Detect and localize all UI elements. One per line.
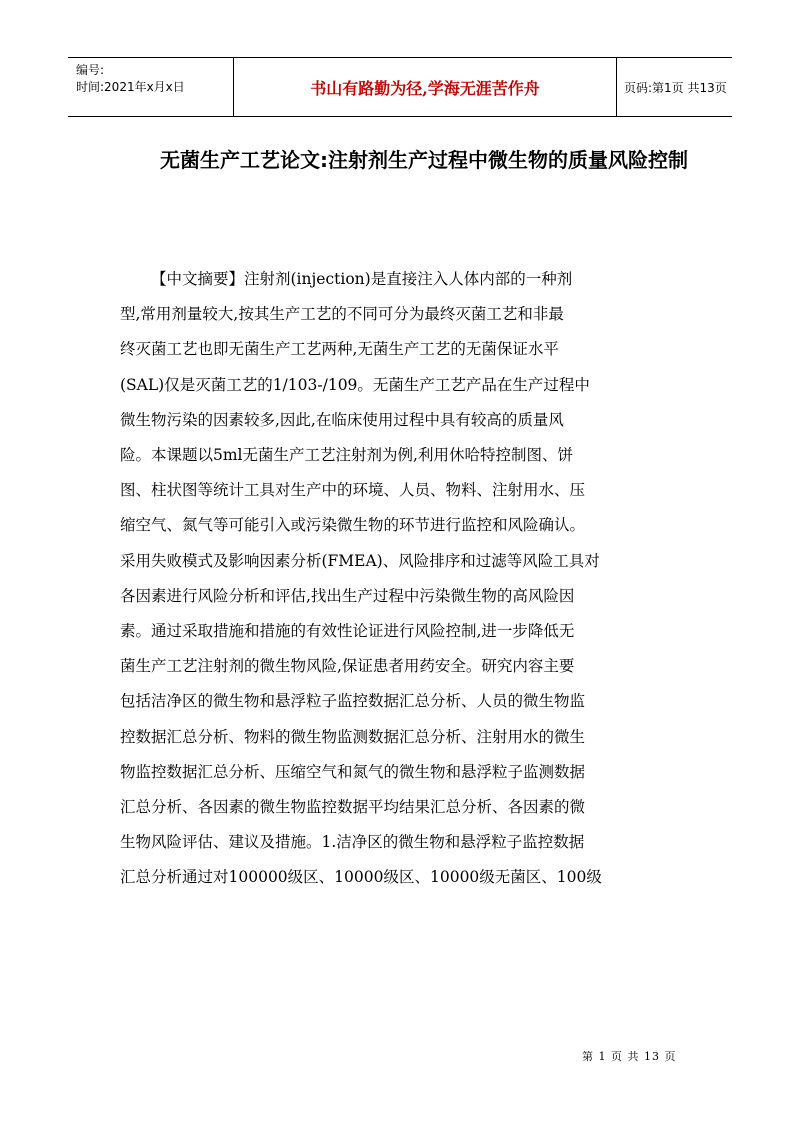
document-title: 无菌生产工艺论文:注射剂生产过程中微生物的质量风险控制 bbox=[160, 148, 688, 172]
abstract-line: 菌生产工艺注射剂的微生物风险,保证患者用药安全。研究内容主要 bbox=[120, 657, 575, 676]
abstract-line: 图、柱状图等统计工具对生产中的环境、人员、物料、注射用水、压 bbox=[120, 481, 586, 500]
abstract-line: 物监控数据汇总分析、压缩空气和氮气的微生物和悬浮粒子监测数据 bbox=[120, 762, 586, 781]
abstract-line: 生物风险评估、建议及措施。1.洁净区的微生物和悬浮粒子监控数据 bbox=[120, 833, 585, 852]
abstract-line: 型,常用剂量较大,按其生产工艺的不同可分为最终灭菌工艺和非最 bbox=[120, 305, 564, 324]
abstract-line: (SAL)仅是灭菌工艺的1/103-/109。无菌生产工艺产品在生产过程中 bbox=[120, 375, 590, 394]
abstract-line: 汇总分析通过对100000级区、10000级区、10000级无菌区、100级 bbox=[120, 868, 602, 887]
time-label: 时间:2021年x月x日 bbox=[76, 80, 185, 94]
abstract-line: 缩空气、氮气等可能引入或污染微生物的环节进行监控和风险确认。 bbox=[120, 516, 586, 535]
abstract-line: 控数据汇总分析、物料的微生物监测数据汇总分析、注射用水的微生 bbox=[120, 727, 586, 746]
number-label: 编号: bbox=[76, 63, 105, 77]
header-motto: 书山有路勤为径,学海无涯苦作舟 bbox=[234, 58, 617, 116]
page-header bbox=[68, 57, 732, 117]
abstract-line: 各因素进行风险分析和评估,找出生产过程中污染微生物的高风险因 bbox=[120, 586, 575, 605]
header-meta bbox=[68, 58, 234, 116]
abstract-line: 终灭菌工艺也即无菌生产工艺两种,无菌生产工艺的无菌保证水平 bbox=[120, 340, 559, 359]
abstract-line: 汇总分析、各因素的微生物监控数据平均结果汇总分析、各因素的微 bbox=[120, 798, 586, 817]
page-footer: 第 1 页 共 13 页 bbox=[582, 1050, 677, 1063]
abstract-line: 险。本课题以5ml无菌生产工艺注射剂为例,利用休哈特控制图、饼 bbox=[120, 446, 573, 465]
abstract-line: 【中文摘要】注射剂(injection)是直接注入人体内部的一种剂 bbox=[151, 270, 573, 288]
abstract-line: 包括洁净区的微生物和悬浮粒子监控数据汇总分析、人员的微生物监 bbox=[120, 692, 586, 711]
abstract-line: 素。通过采取措施和措施的有效性论证进行风险控制,进一步降低无 bbox=[120, 622, 575, 641]
abstract-line: 采用失败模式及影响因素分析(FMEA)、风险排序和过滤等风险工具对 bbox=[120, 551, 600, 570]
abstract-body bbox=[120, 262, 695, 896]
abstract-line: 微生物污染的因素较多,因此,在临床使用过程中具有较高的质量风 bbox=[120, 410, 564, 429]
header-page-number: 页码:第1页 共13页 bbox=[624, 80, 727, 95]
